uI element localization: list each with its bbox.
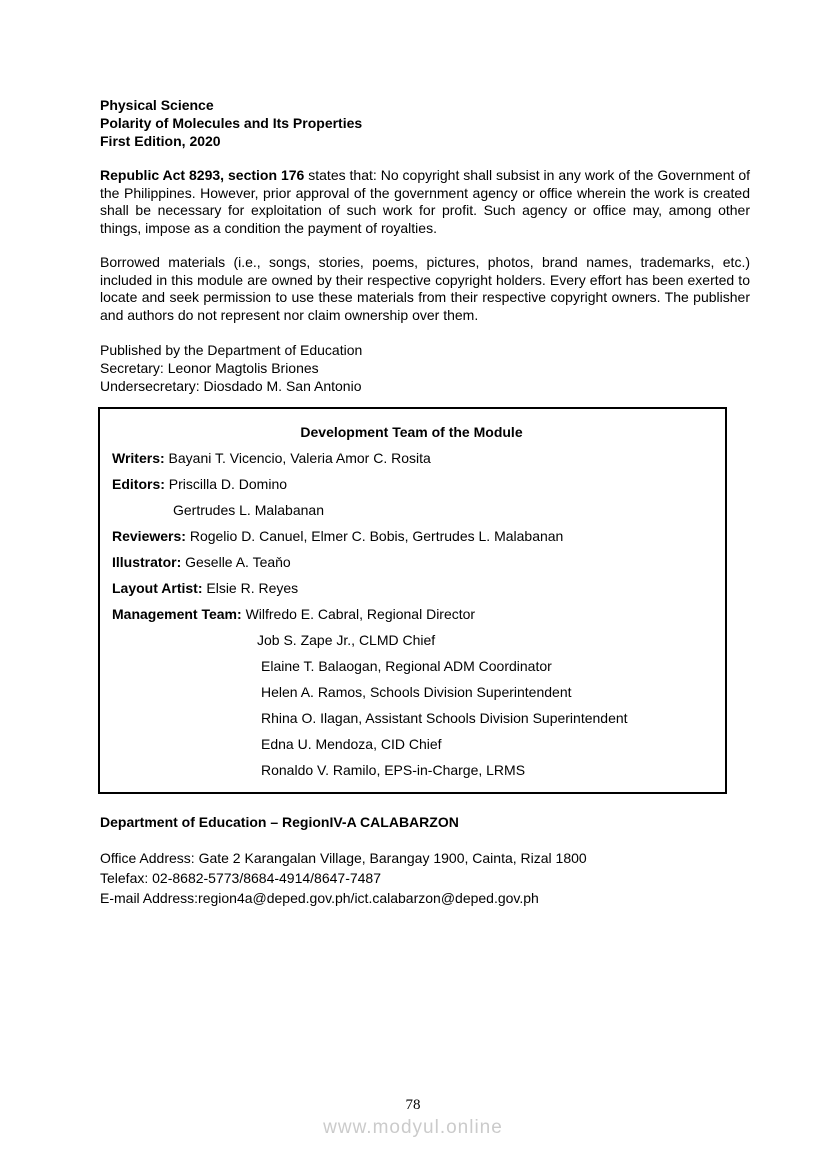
- management-member-row: [112, 679, 711, 705]
- writers-value: Bayani T. Vicencio, Valeria Amor C. Rosita: [168, 450, 431, 466]
- writers-row: [112, 445, 711, 471]
- management-member-3: Helen A. Ramos, Schools Division Superintendent: [261, 684, 572, 700]
- management-member-row: [112, 653, 711, 679]
- management-team-label: Management Team:: [112, 606, 242, 622]
- editors-value-2: Gertrudes L. Malabanan: [173, 502, 324, 518]
- page-content: [100, 0, 750, 908]
- publisher-block: [100, 341, 750, 395]
- office-address-line: Office Address: Gate 2 Karangalan Village, Barangay 1900, Cainta, Rizal 1800: [100, 850, 587, 866]
- management-member-row: [112, 627, 711, 653]
- republic-act-text: states that: No copyright shall subsist in any work of the Government of the Philippines. However, prior approval of the government agency or office wherein the work is created shall be necessary for exploitation of such work for profit. Such agency or office may, among other things, impose as a condition the payment of royalties.: [100, 167, 750, 236]
- layout-artist-label: Layout Artist:: [112, 580, 203, 596]
- management-member-6: Ronaldo V. Ramilo, EPS-in-Charge, LRMS: [261, 762, 526, 778]
- secretary-line: Secretary: Leonor Magtolis Briones: [100, 360, 319, 376]
- illustrator-value: Geselle A. Teaňo: [185, 554, 291, 570]
- management-member-row: [112, 757, 711, 783]
- layout-artist-value: Elsie R. Reyes: [206, 580, 299, 596]
- management-team-value: Wilfredo E. Cabral, Regional Director: [245, 606, 476, 622]
- watermark: www.modyul.online: [323, 1117, 503, 1138]
- illustrator-label: Illustrator:: [112, 554, 182, 570]
- module-title-block: [100, 96, 750, 150]
- editors-label: Editors:: [112, 476, 165, 492]
- management-team-row: [112, 601, 711, 627]
- region-office-address-block: [100, 848, 750, 908]
- reviewers-row: [112, 523, 711, 549]
- borrowed-materials-notice: Borrowed materials (i.e., songs, stories, poems, pictures, photos, brand names, trademarks, etc.) included in this module are owned by their respective copyright holders. Every effort has been exerted to locate and seek permission to use these materials from their respective copyright owners. The publisher and authors do not represent nor claim ownership over them.: [100, 254, 750, 323]
- module-subject: Physical Science: [100, 97, 214, 113]
- page-number: 78: [405, 1097, 421, 1113]
- development-team-title: Development Team of the Module: [300, 424, 523, 440]
- published-by-line: Published by the Department of Education: [100, 342, 363, 358]
- undersecretary-line: Undersecretary: Diosdado M. San Antonio: [100, 378, 362, 394]
- republic-act-notice: [100, 167, 750, 237]
- editors-row: [112, 471, 711, 497]
- telefax-line: Telefax: 02-8682-5773/8684-4914/8647-7487: [100, 870, 382, 886]
- management-member-5: Edna U. Mendoza, CID Chief: [261, 736, 442, 752]
- management-member-row: [112, 731, 711, 757]
- reviewers-value: Rogelio D. Canuel, Elmer C. Bobis, Gertrudes L. Malabanan: [189, 528, 564, 544]
- email-line: E-mail Address:region4a@deped.gov.ph/ict.calabarzon@deped.gov.ph: [100, 890, 539, 906]
- management-member-2: Elaine T. Balaogan, Regional ADM Coordinator: [261, 658, 552, 674]
- editors-value: Priscilla D. Domino: [168, 476, 288, 492]
- module-title: Polarity of Molecules and Its Properties: [100, 115, 363, 131]
- region-office-heading: Department of Education – RegionIV-A CALABARZON: [100, 814, 459, 830]
- illustrator-row: [112, 549, 711, 575]
- reviewers-label: Reviewers:: [112, 528, 186, 544]
- management-member-4: Rhina O. Ilagan, Assistant Schools Division Superintendent: [261, 710, 628, 726]
- management-member-1: Job S. Zape Jr., CLMD Chief: [257, 632, 436, 648]
- writers-label: Writers:: [112, 450, 165, 466]
- development-team-box: [98, 407, 727, 794]
- editors-row-continuation: [112, 497, 711, 523]
- management-member-row: [112, 705, 711, 731]
- module-edition: First Edition, 2020: [100, 133, 221, 149]
- republic-act-lead: Republic Act 8293, section 176: [100, 167, 305, 183]
- layout-artist-row: [112, 575, 711, 601]
